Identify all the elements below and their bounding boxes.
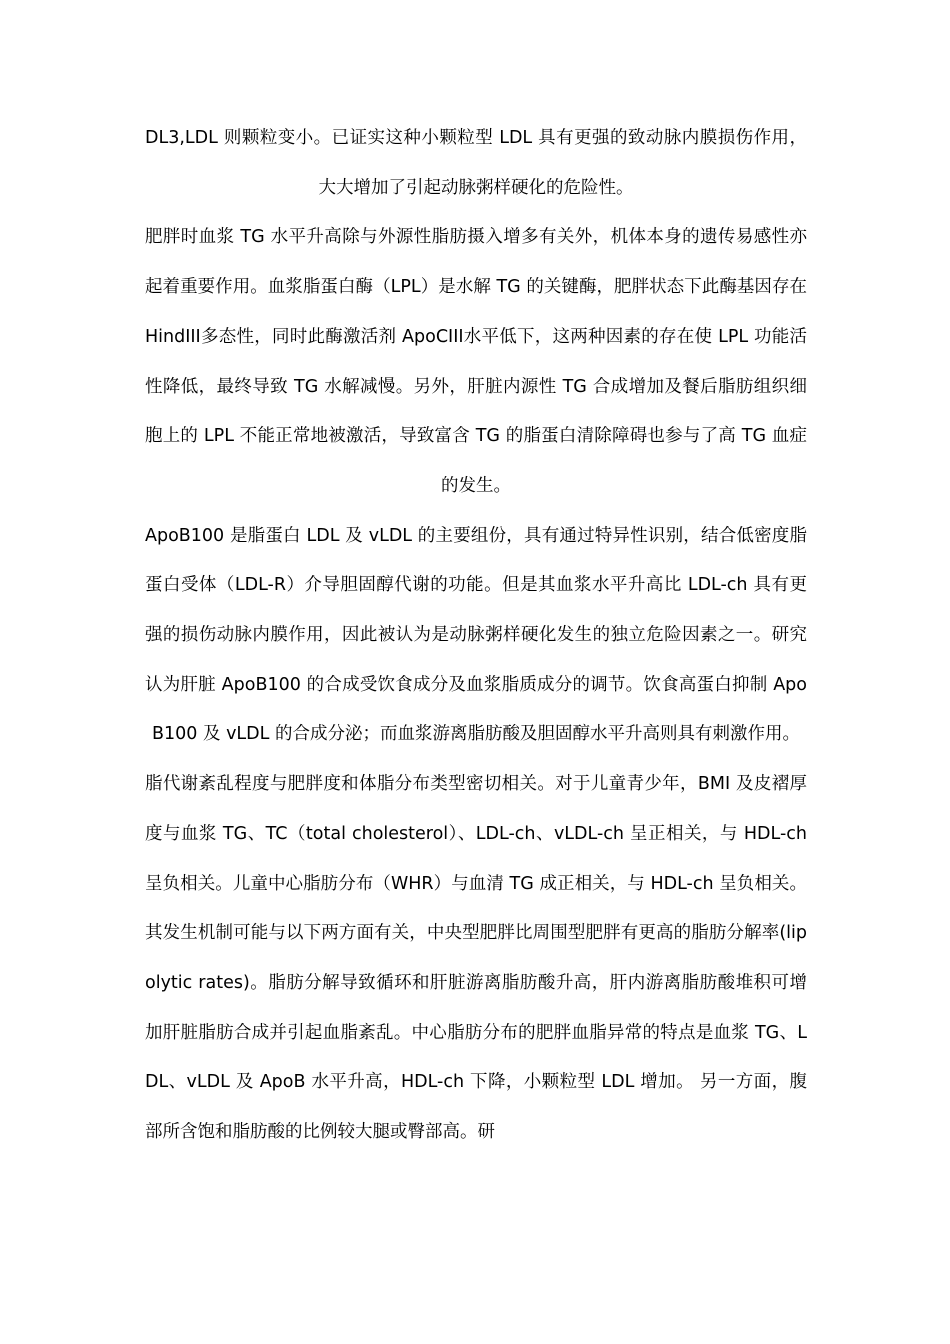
paragraph-tg-obesity: 肥胖时血浆 TG 水平升高除与外源性脂肪摄入增多有关外，机体本身的遗传易感性亦起着重要作用。血浆脂蛋白酶（LPL）是水解 TG 的关键酶，肥胖状态下此酶基因存在 HindIII多态性，同时此酶激活剂 ApoCIII水平低下，这两种因素的存在使 LPL 功能活性降低，最终导致 TG 水解减慢。另外，肝脏内源性 TG 合成增加及餐后脂肪组织细胞上的 LPL 不能正常地被激活，导致富含 TG 的脂蛋白清除障碍也参与了高 TG 血症的发生。 (145, 227, 807, 496)
paragraph-lipid-metabolism-fat-distribution: 脂代谢紊乱程度与肥胖度和体脂分布类型密切相关。对于儿童青少年，BMI 及皮褶厚度与血浆 TG、TC（total cholesterol）、LDL-ch、vLDL-ch 呈正相关，与 HDL-ch 呈负相关。儿童中心脂肪分布（WHR）与血清 TG 成正相关，与 HDL-ch 呈负相关。其发生机制可能与以下两方面有关，中央型肥胖比周围型肥胖有更高的脂肪分解率(lipolytic rates)。脂肪分解导致循环和肝脏游离脂肪酸升高，肝内游离脂肪酸堆积可增加肝脏脂肪合成并引起血脂紊乱。中心脂肪分布的肥胖血脂异常的特点是血浆 TG、LDL、vLDL 及 ApoB 水平升高，HDL-ch 下降，小颗粒型 LDL 增加。 另一方面，腹部所含饱和脂肪酸的比例较大腿或臀部高。研 (145, 774, 807, 1143)
paragraph-apob100: ApoB100 是脂蛋白 LDL 及 vLDL 的主要组份，具有通过特异性识别，结合低密度脂蛋白受体（LDL-R）介导胆固醇代谢的功能。但是其血浆水平升高比 LDL-ch 具有更强的损伤动脉内膜作用，因此被认为是动脉粥样硬化发生的独立危险因素之一。研究认为肝脏 ApoB100 的合成受饮食成分及血浆脂质成分的调节。饮食高蛋白抑制 ApoB100 及 vLDL 的合成分泌；而血浆游离脂肪酸及胆固醇水平升高则具有刺激作用。 (145, 525, 807, 745)
paragraph-ldl-particle-size: DL3,LDL 则颗粒变小。已证实这种小颗粒型 LDL 具有更强的致动脉内膜损伤作用，大大增加了引起动脉粥样硬化的危险性。 (145, 128, 807, 198)
document-body (145, 114, 807, 1158)
